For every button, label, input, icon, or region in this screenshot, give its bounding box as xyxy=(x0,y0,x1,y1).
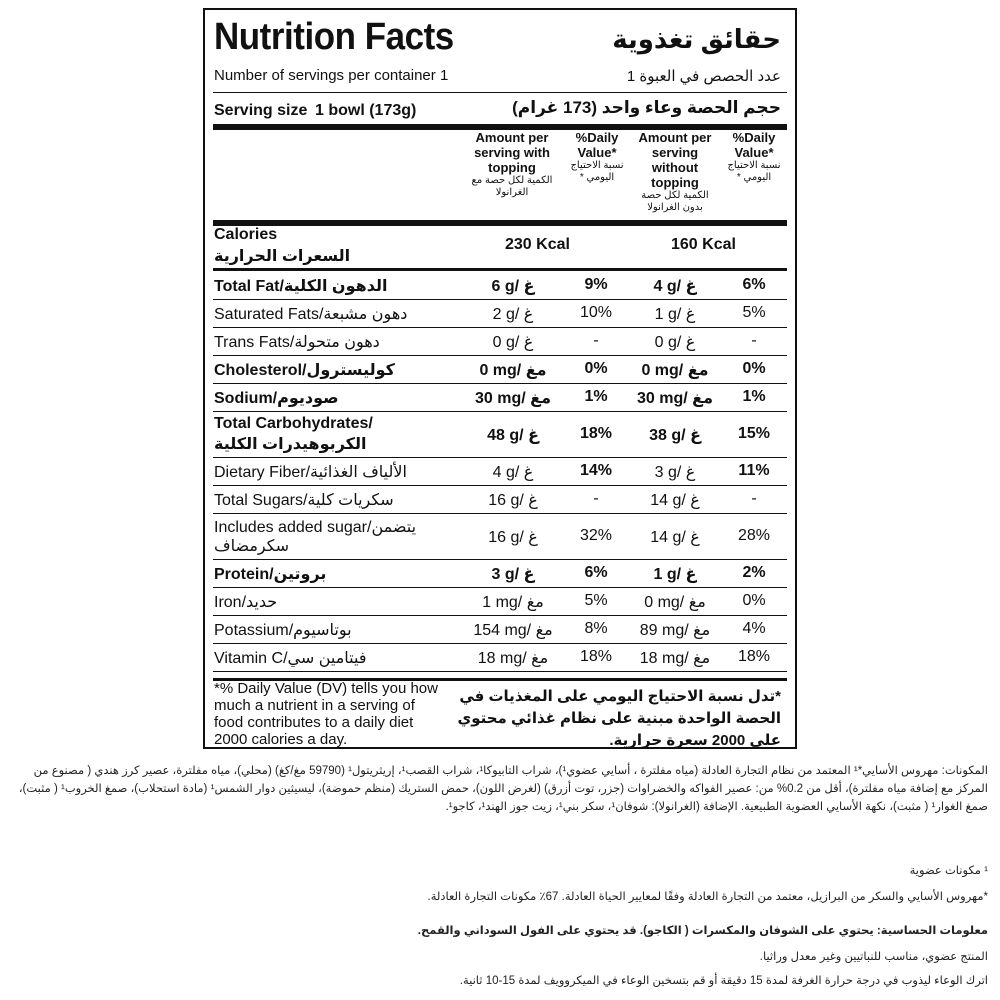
serving-size-label: Serving size xyxy=(214,102,308,119)
nutrient-label: Total Fat/الدهون الكلية xyxy=(214,278,388,295)
daily-value-without-topping: - xyxy=(751,332,757,349)
nutrient-row xyxy=(205,384,795,412)
nutrient-row xyxy=(205,272,795,300)
amount-without-topping: 0 mg/ مغ xyxy=(644,594,706,611)
amount-with-topping: 6 g/ غ xyxy=(491,278,535,295)
nutrient-row xyxy=(205,412,795,458)
col-dv2: %Daily Value* نسبة الاحتياج اليومي * xyxy=(727,130,781,183)
daily-value-with-topping: 9% xyxy=(584,276,608,293)
daily-value-with-topping: - xyxy=(593,490,599,507)
calories-label: Calories xyxy=(214,226,278,243)
col-without-topping: Amount per serving without topping الكمية لكل حصة بدون الغرانولا xyxy=(638,130,712,213)
nutrient-label: Cholesterol/كوليسترول xyxy=(214,362,395,379)
calories-label-ar: السعرات الحرارية xyxy=(214,248,351,265)
nutrient-row xyxy=(205,356,795,384)
fairtrade-note: *مهروس الأسايي والسكر من البرازيل، معتمد من التجارة العادلة وفقًا لمعايير الحياة العادلة. 67٪ مكونات التجارة العادلة. xyxy=(427,891,988,903)
daily-value-with-topping: 0% xyxy=(584,360,608,377)
daily-value-with-topping: 18% xyxy=(579,425,613,442)
footnote-ar: *تدل نسبة الاحتياج اليومي على المغذيات في الحصة الواحدة مبنية على نظام غذائي محتوي على 2000 سعرة حرارية. xyxy=(457,688,781,749)
amount-without-topping: 14 g/ غ xyxy=(650,492,700,509)
amount-without-topping: 89 mg/ مغ xyxy=(639,622,711,639)
nutrient-label: Dietary Fiber/الألياف الغذائية xyxy=(214,464,407,481)
amount-without-topping: 38 g/ غ xyxy=(649,427,701,444)
amount-with-topping: 16 g/ غ xyxy=(488,529,538,546)
daily-value-without-topping: 18% xyxy=(737,648,771,665)
daily-value-without-topping: 1% xyxy=(742,388,766,405)
amount-with-topping: 2 g/ غ xyxy=(492,306,534,323)
servings-per-container: Number of servings per container 1 xyxy=(214,67,449,84)
col-with-topping: Amount per serving with topping الكمية لكل حصة مع الغرانولا xyxy=(471,130,553,198)
amount-with-topping: 0 mg/ مغ xyxy=(479,362,547,379)
daily-value-without-topping: 4% xyxy=(742,620,766,637)
amount-without-topping: 30 mg/ مغ xyxy=(637,390,713,407)
amount-without-topping: 1 g/ غ xyxy=(653,566,697,583)
daily-value-with-topping: 32% xyxy=(579,527,613,544)
amount-with-topping: 48 g/ غ xyxy=(487,427,539,444)
panel-title-ar: حقائق تغذوية xyxy=(612,24,781,54)
serving-size-value: 1 bowl (173g) xyxy=(315,102,417,119)
daily-value-with-topping: 6% xyxy=(584,564,608,581)
nutrient-label: Includes added sugar/يتضمن xyxy=(214,519,417,536)
nutrient-label: Total Carbohydrates/ xyxy=(214,415,373,432)
nutrient-label: Iron/حديد xyxy=(214,594,278,611)
nutrient-label: Total Sugars/سكريات كلية xyxy=(214,492,394,509)
amount-without-topping: 0 g/ غ xyxy=(654,334,696,351)
amount-with-topping: 0 g/ غ xyxy=(492,334,534,351)
amount-without-topping: 0 mg/ مغ xyxy=(641,362,709,379)
daily-value-without-topping: 6% xyxy=(742,276,766,293)
daily-value-with-topping: 8% xyxy=(584,620,608,637)
calories-without: 160 Kcal xyxy=(671,236,736,253)
ingredients-text: المكونات: مهروس الأسايي*¹ المعتمد من نظام التجارة العادلة (مياه مفلترة ، أسايي عضوي¹)، شراب التابيوكا¹، شراب القصب¹، إريثريتول¹ (59790 مغ/كغ) (محلي)، مياه مفلترة، عصير كرز هندي ( مصنوع من المركز مع إضافة مياه مفلترة)، أقل من 0.2% من: عصير الفواكه والخضراوات (جزر، توت أزرق) (لغرض اللون)، حمض الستريك (منظم حموضة)، ليسيثين دوار الشمس¹ (مادة استحلاب)، صمغ الخروب¹ ( مثبت)، صمغ الغوار¹ ( مثبت)، نكهة الأسايي العضوية الطبيعية. الإضافة (الغرانولا): شوفان¹، سكر بني¹، زيت جوز الهند¹، كاجو¹. xyxy=(18,765,988,813)
amount-without-topping: 3 g/ غ xyxy=(654,464,696,481)
nutrition-facts-panel xyxy=(203,8,797,749)
nutrient-row xyxy=(205,328,795,356)
panel-title: Nutrition Facts xyxy=(214,16,454,58)
daily-value-without-topping: 0% xyxy=(742,592,766,609)
nutrient-label: Saturated Fats/دهون مشبعة xyxy=(214,306,408,323)
nutrient-label: Potassium/بوتاسيوم xyxy=(214,622,352,639)
thaw-instructions: اترك الوعاء ليذوب في درجة حرارة الغرفة لمدة 15 دقيقة أو قم بتسخين الوعاء في الميكروويف لمدة 15-10 ثانية. xyxy=(459,975,988,987)
footnote-en: *% Daily Value (DV) tells you how much a nutrient in a serving of food contributes to a daily diet 2000 calories a day. xyxy=(214,680,438,748)
nutrient-label: Sodium/صوديوم xyxy=(214,390,339,407)
organic-note: ¹ مكونات عضوية xyxy=(909,865,988,877)
nutrient-label: Vitamin C/فيتامين سي xyxy=(214,650,367,667)
daily-value-with-topping: 14% xyxy=(579,462,613,479)
nutrient-row xyxy=(205,560,795,588)
daily-value-without-topping: 0% xyxy=(742,360,766,377)
daily-value-with-topping: 18% xyxy=(579,648,613,665)
serving-size-ar: حجم الحصة وعاء واحد (173 غرام) xyxy=(512,98,781,117)
daily-value-without-topping: - xyxy=(751,490,757,507)
nutrient-label-ar: الكربوهيدرات الكلية xyxy=(214,436,367,453)
nutrient-row xyxy=(205,514,795,560)
amount-with-topping: 1 mg/ مغ xyxy=(482,594,544,611)
servings-per-container-ar: عدد الحصص في العبوة 1 xyxy=(626,68,781,85)
nutrient-row xyxy=(205,300,795,328)
daily-value-with-topping: 10% xyxy=(579,304,613,321)
daily-value-without-topping: 15% xyxy=(737,425,771,442)
amount-with-topping: 3 g/ غ xyxy=(491,566,535,583)
col-dv1: %Daily Value* نسبة الاحتياج اليومي * xyxy=(570,130,624,183)
nutrient-row xyxy=(205,458,795,486)
amount-without-topping: 14 g/ غ xyxy=(650,529,700,546)
calories-with: 230 Kcal xyxy=(505,236,570,253)
product-note: المنتج عضوي، مناسب للنباتيين وغير معدل وراثيا. xyxy=(759,951,988,963)
amount-without-topping: 1 g/ غ xyxy=(654,306,696,323)
nutrient-row xyxy=(205,644,795,672)
amount-without-topping: 4 g/ غ xyxy=(653,278,697,295)
nutrient-row xyxy=(205,616,795,644)
amount-without-topping: 18 mg/ مغ xyxy=(639,650,711,667)
daily-value-without-topping: 28% xyxy=(737,527,771,544)
nutrient-row xyxy=(205,486,795,514)
daily-value-with-topping: - xyxy=(593,332,599,349)
nutrient-label: Trans Fats/دهون متحولة xyxy=(214,334,380,351)
daily-value-with-topping: 1% xyxy=(584,388,608,405)
daily-value-without-topping: 11% xyxy=(738,462,770,479)
daily-value-without-topping: 5% xyxy=(742,304,766,321)
amount-with-topping: 154 mg/ مغ xyxy=(473,622,553,639)
daily-value-without-topping: 2% xyxy=(742,564,766,581)
amount-with-topping: 16 g/ غ xyxy=(488,492,538,509)
daily-value-with-topping: 5% xyxy=(584,592,608,609)
allergy-info: معلومات الحساسية: يحتوي على الشوفان والمكسرات ( الكاجو). قد يحتوي على الفول السوداني والقمح. xyxy=(417,925,988,937)
amount-with-topping: 30 mg/ مغ xyxy=(475,390,551,407)
nutrient-row xyxy=(205,588,795,616)
nutrient-label-ar: سكرمضاف xyxy=(214,538,289,555)
nutrient-label: Protein/بروتين xyxy=(214,566,327,583)
amount-with-topping: 18 mg/ مغ xyxy=(477,650,549,667)
amount-with-topping: 4 g/ غ xyxy=(492,464,534,481)
